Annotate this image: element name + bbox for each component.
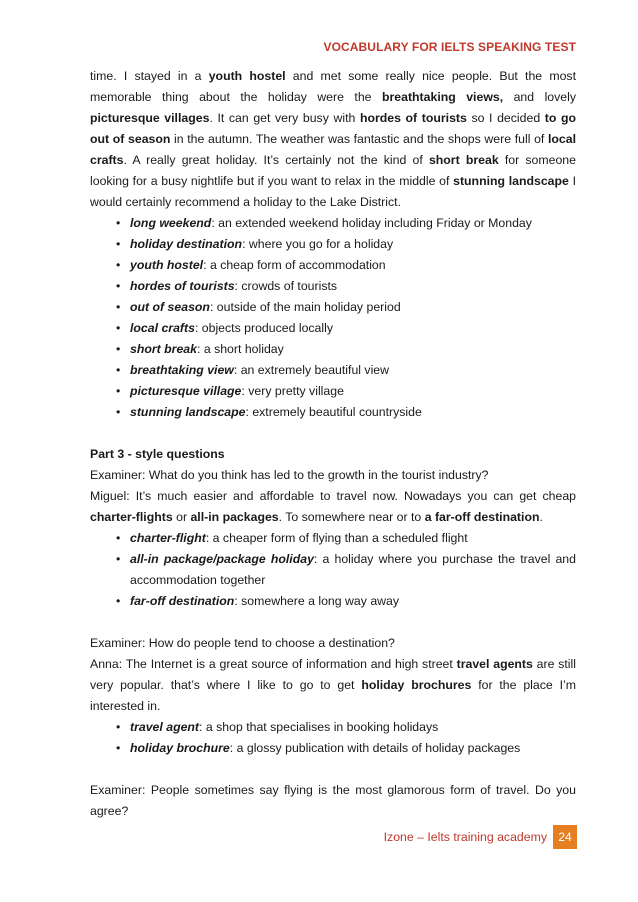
text-run: time. I stayed in a [90,69,209,83]
bold-term: a far-off destination [424,510,540,524]
bullet-icon: • [116,363,121,377]
vocabulary-definition: : a short holiday [196,342,284,356]
vocabulary-term: long weekend [130,216,212,230]
vocabulary-definition: : a cheaper form of flying than a scheduled flight [205,531,468,545]
bullet-icon: • [116,405,121,419]
examiner-question-2: Examiner: How do people tend to choose a destination? [90,636,395,650]
vocabulary-definition: : an extremely beautiful view [233,363,390,377]
bullet-icon: • [116,552,121,566]
page-content [90,66,576,822]
vocabulary-term: stunning landscape [130,405,246,419]
bold-term: youth hostel [208,69,286,83]
examiner-question-3: Examiner: People sometimes say flying is the most glamorous form of travel. Do you agree? [90,783,576,818]
vocabulary-item [90,402,576,423]
vocabulary-term: short break [130,342,197,356]
vocabulary-list-2 [90,528,576,612]
vocabulary-item [90,591,576,612]
text-run: Anna: The Internet is a great source of information and high street [90,657,457,671]
vocabulary-term: picturesque village [130,384,242,398]
bold-term: picturesque villages [90,111,210,125]
vocabulary-item [90,717,576,738]
text-run: and lovely [503,90,577,104]
vocabulary-definition: : crowds of tourists [234,279,338,293]
text-run: . A really great holiday. It’s certainly not the kind of [123,153,429,167]
vocabulary-term: youth hostel [130,258,204,272]
bullet-icon: • [116,258,121,272]
bullet-icon: • [116,321,121,335]
bold-term: hordes of tourists [359,111,467,125]
bullet-icon: • [116,594,121,608]
bold-term: short break [428,153,499,167]
vocabulary-term: holiday brochure [130,741,230,755]
page-footer [384,825,577,849]
vocabulary-definition: : very pretty village [241,384,344,398]
vocabulary-item [90,339,576,360]
text-run: . [539,510,543,524]
vocabulary-definition: : a cheap form of accommodation [203,258,386,272]
bold-term: breathtaking views, [381,90,504,104]
spacer [90,423,576,444]
vocabulary-item [90,234,576,255]
vocabulary-list-1 [90,213,576,423]
bold-term: charter-flights [90,510,173,524]
text-run: . To somewhere near or to [278,510,425,524]
vocabulary-item [90,297,576,318]
section-heading: Part 3 - style questions [90,447,225,461]
bold-term: to go out of season [90,111,577,146]
page-number-badge: 24 [553,825,577,849]
vocabulary-list-3 [90,717,576,759]
vocabulary-item [90,318,576,339]
bold-term: all-in packages [190,510,279,524]
vocabulary-item [90,276,576,297]
bullet-icon: • [116,720,121,734]
spacer [90,612,576,633]
page-header-title: VOCABULARY FOR IELTS SPEAKING TEST [323,40,576,54]
vocabulary-term: out of season [130,300,210,314]
examiner-question-1: Examiner: What do you think has led to the growth in the tourist industry? [90,468,489,482]
spacer [90,759,576,780]
bold-term: holiday brochures [361,678,472,692]
text-run: Miguel: It’s much easier and affordable to travel now. Nowadays you can get cheap [90,489,576,503]
vocabulary-item [90,381,576,402]
vocabulary-definition: : extremely beautiful countryside [245,405,422,419]
bullet-icon: • [116,300,121,314]
text-run: for someone looking for a busy nightlife but if you want to relax in the middle of [90,153,576,188]
vocabulary-term: local crafts [130,321,195,335]
bold-term: travel agents [456,657,533,671]
bullet-icon: • [116,237,121,251]
paragraph-1 [90,66,576,213]
bold-term: stunning landscape [453,174,569,188]
text-run: are still very popular. that’s where I like to go to get [90,657,576,692]
text-run: I would certainly recommend a holiday to the Lake District. [90,174,576,209]
vocabulary-term: breathtaking view [130,363,234,377]
vocabulary-definition: : an extended weekend holiday including Friday or Monday [211,216,532,230]
vocabulary-term: travel agent [130,720,200,734]
vocabulary-term: charter-flight [130,531,206,545]
text-run: . It can get very busy with [209,111,360,125]
bullet-icon: • [116,384,121,398]
bullet-icon: • [116,531,121,545]
vocabulary-definition: : somewhere a long way away [234,594,400,608]
vocabulary-definition: : where you go for a holiday [242,237,394,251]
vocabulary-item [90,528,576,549]
bullet-icon: • [116,741,121,755]
vocabulary-term: far-off destination [130,594,235,608]
vocabulary-definition: : a glossy publication with details of holiday packages [229,741,521,755]
vocabulary-definition: : a holiday where you purchase the travel and accommodation together [130,552,576,587]
vocabulary-item [90,549,576,591]
text-run: in the autumn. The weather was fantastic and the shops were full of [170,132,548,146]
answer-1 [90,486,576,528]
vocabulary-item [90,255,576,276]
vocabulary-definition: : objects produced locally [194,321,334,335]
bullet-icon: • [116,279,121,293]
footer-academy-name: Izone – Ielts training academy [383,830,547,844]
bullet-icon: • [116,216,121,230]
text-run: for the place I’m interested in. [90,678,576,713]
vocabulary-item [90,738,576,759]
answer-2 [90,654,576,717]
vocabulary-definition: : outside of the main holiday period [209,300,401,314]
vocabulary-item [90,213,576,234]
vocabulary-term: all-in package/package holiday [130,552,314,566]
text-run: or [172,510,191,524]
bold-term: local crafts [90,132,577,167]
text-run: and met some really nice people. But the most memorable thing about the holiday were the [90,69,576,104]
vocabulary-item [90,360,576,381]
bullet-icon: • [116,342,121,356]
vocabulary-definition: : a shop that specialises in booking holidays [199,720,439,734]
vocabulary-term: holiday destination [130,237,243,251]
text-run: so I decided [466,111,545,125]
vocabulary-term: hordes of tourists [130,279,235,293]
